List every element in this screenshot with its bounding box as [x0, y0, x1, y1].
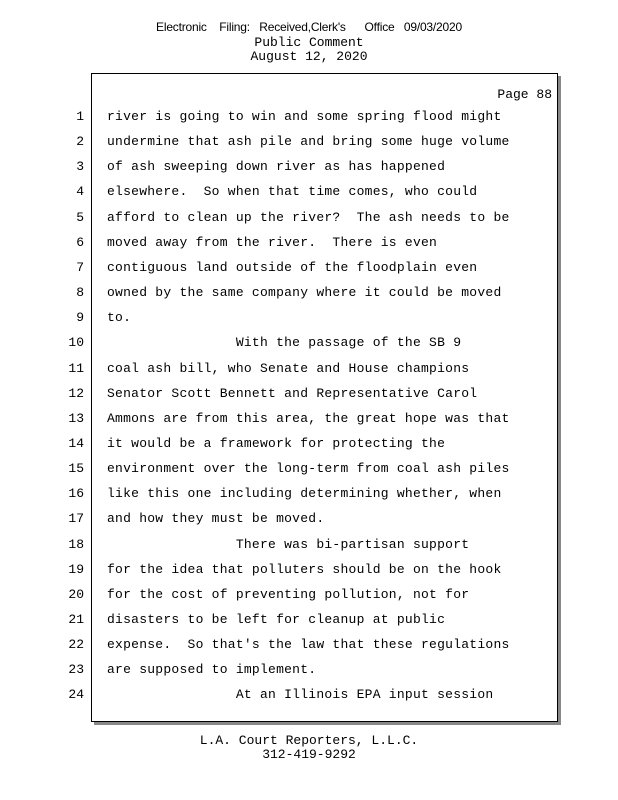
line-text: There was bi-partisan support — [107, 536, 470, 552]
transcript-line — [0, 511, 600, 536]
footer-phone: 312-419-9292 — [262, 747, 356, 762]
transcript-line — [0, 210, 600, 235]
line-text: afford to clean up the river? The ash needs to be — [107, 209, 510, 225]
transcript-line — [0, 235, 600, 260]
line-text: coal ash bill, who Senate and House champions — [107, 360, 470, 376]
header-title: Public Comment — [254, 35, 364, 50]
line-text: for the cost of preventing pollution, not for — [107, 586, 470, 602]
line-number: 8 — [76, 285, 84, 301]
line-number: 7 — [76, 259, 84, 275]
line-number: 19 — [68, 561, 84, 577]
line-number: 18 — [68, 536, 84, 552]
line-text: of ash sweeping down river as has happened — [107, 159, 446, 175]
line-number: 6 — [76, 234, 84, 250]
line-text: to. — [107, 310, 132, 326]
line-number: 24 — [68, 687, 84, 703]
line-text: With the passage of the SB 9 — [107, 335, 462, 351]
line-number: 1 — [76, 109, 84, 124]
transcript-line — [0, 335, 600, 360]
line-text: river is going to win and some spring flood might — [107, 109, 502, 124]
line-text: like this one including determining whether, when — [107, 486, 502, 502]
line-text: At an Illinois EPA input session — [107, 687, 494, 703]
transcript-line — [0, 662, 600, 687]
transcript-line — [0, 461, 600, 486]
footer-company: L.A. Court Reporters, L.L.C. — [199, 733, 419, 748]
line-number: 16 — [68, 486, 84, 502]
transcript-line — [0, 285, 600, 310]
transcript-line — [0, 134, 600, 159]
transcript-line — [0, 562, 600, 587]
transcript-line — [0, 184, 600, 209]
line-number: 17 — [68, 511, 84, 527]
line-number: 4 — [76, 184, 84, 200]
line-number: 10 — [68, 335, 84, 351]
transcript-line — [0, 159, 600, 184]
line-number: 2 — [76, 134, 84, 150]
line-number: 3 — [76, 159, 84, 175]
transcript-line — [0, 109, 600, 134]
filing-stamp: Electronic Filing: Received,Clerk's Office 09/03/2020 — [156, 20, 462, 34]
page-number: Page 88 — [497, 87, 552, 102]
line-text: environment over the long-term from coal ash piles — [107, 461, 510, 477]
transcript-line — [0, 361, 600, 386]
line-text: Senator Scott Bennett and Representative Carol — [107, 385, 478, 401]
line-number: 21 — [68, 612, 84, 627]
line-number: 15 — [68, 461, 84, 477]
transcript-line — [0, 310, 600, 335]
transcript-line — [0, 486, 600, 511]
line-number: 13 — [68, 410, 84, 426]
line-number: 12 — [68, 385, 84, 401]
line-text: elsewhere. So when that time comes, who could — [107, 184, 478, 200]
transcript-line — [0, 411, 600, 436]
line-text: disasters to be left for cleanup at public — [107, 612, 446, 627]
line-text: and how they must be moved. — [107, 511, 325, 527]
transcript-line — [0, 386, 600, 411]
transcript-line — [0, 436, 600, 461]
line-text: contiguous land outside of the floodplain even — [107, 259, 478, 275]
line-text: for the idea that polluters should be on the hook — [107, 561, 502, 577]
line-number: 9 — [76, 310, 84, 326]
line-text: owned by the same company where it could be moved — [107, 285, 502, 301]
line-number: 20 — [68, 586, 84, 602]
line-text: it would be a framework for protecting the — [107, 435, 446, 451]
transcript-line — [0, 587, 600, 612]
header-date: August 12, 2020 — [250, 49, 368, 64]
line-number: 23 — [68, 662, 84, 678]
line-text: undermine that ash pile and bring some huge volume — [107, 134, 510, 150]
line-number: 22 — [68, 637, 84, 653]
line-text: are supposed to implement. — [107, 662, 317, 678]
line-number: 11 — [68, 360, 84, 376]
transcript-line — [0, 537, 600, 562]
line-number: 14 — [68, 435, 84, 451]
transcript-line — [0, 612, 600, 637]
line-number: 5 — [76, 209, 84, 225]
transcript-line — [0, 260, 600, 285]
transcript-line — [0, 687, 600, 712]
line-text: expense. So that's the law that these regulations — [107, 637, 510, 653]
line-text: moved away from the river. There is even — [107, 234, 438, 250]
transcript-line — [0, 637, 600, 662]
line-text: Ammons are from this area, the great hope was that — [107, 410, 510, 426]
